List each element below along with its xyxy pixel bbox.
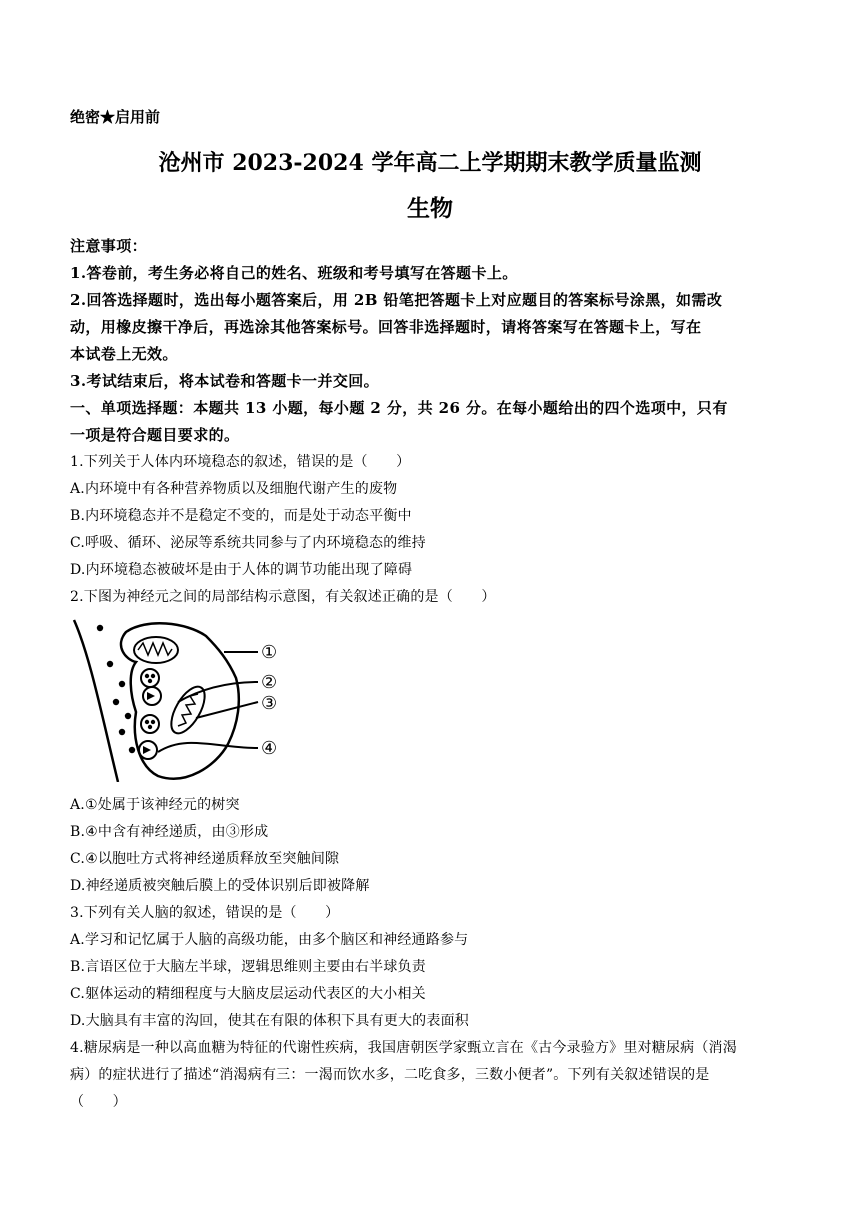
neurotransmitter-dot xyxy=(129,747,135,753)
question-2-option-d: D.神经递质被突触后膜上的受体识别后即被降解 xyxy=(70,878,370,894)
synaptic-vesicle xyxy=(141,669,159,687)
neurotransmitter-dot xyxy=(97,625,103,631)
question-4-stem-cont: 病）的症状进行了描述“消渴病有三：一渴而饮水多，二吃食多，三数小便者”。下列有关叙述错误的是 xyxy=(70,1067,710,1083)
section-heading-cont: 一项是符合题目要求的。 xyxy=(70,426,240,444)
question-2-option-a: A.①处属于该神经元的树突 xyxy=(70,797,240,813)
notice-heading: 注意事项： xyxy=(70,237,148,255)
notice-item: 1.答卷前，考生务必将自己的姓名、班级和考号填写在答题卡上。 xyxy=(70,264,518,282)
question-1-stem: 1.下列关于人体内环境稳态的叙述，错误的是（ ） xyxy=(70,454,411,470)
pointer-line-2 xyxy=(178,682,258,702)
question-3-option-c: C.躯体运动的精细程度与大脑皮层运动代表区的大小相关 xyxy=(70,986,426,1002)
neurotransmitter-dot xyxy=(107,661,113,667)
neurotransmitter-dot xyxy=(125,713,131,719)
question-2-option-b: B.④中含有神经递质，由③形成 xyxy=(70,824,269,840)
synaptic-vesicle xyxy=(141,715,159,733)
question-1-option-d: D.内环境稳态被破坏是由于人体的调节功能出现了障碍 xyxy=(70,562,413,578)
question-3-option-b: B.言语区位于大脑左半球，逻辑思维则主要由右半球负责 xyxy=(70,959,426,975)
question-1-option-c: C.呼吸、循环、泌尿等系统共同参与了内环境稳态的维持 xyxy=(70,535,426,551)
question-1-option-b: B.内环境稳态并不是稳定不变的，而是处于动态平衡中 xyxy=(70,508,412,524)
figure-label-2: ② xyxy=(261,672,278,693)
confidential-mark: 绝密★启用前 xyxy=(70,108,161,126)
neurotransmitter-dot xyxy=(119,681,125,687)
question-4-stem: 4.糖尿病是一种以高血糖为特征的代谢性疾病，我国唐朝医学家甄立言在《古今录验方》里对糖尿病（消渴 xyxy=(70,1040,737,1056)
question-3-option-a: A.学习和记忆属于人脑的高级功能，由多个脑区和神经通路参与 xyxy=(70,932,469,948)
synapse-diagram xyxy=(66,616,290,782)
pointer-line-4 xyxy=(158,743,258,752)
subject-title: 生物 xyxy=(407,195,453,222)
question-3-stem: 3.下列有关人脑的叙述，错误的是（ ） xyxy=(70,905,340,921)
notice-item: 动，用橡皮擦干净后，再选涂其他答案标号。回答非选择题时，请将答案写在答题卡上，写在 xyxy=(70,318,702,336)
presynaptic-membrane xyxy=(74,620,118,782)
figure-label-4: ④ xyxy=(261,738,278,759)
neurotransmitter-dot xyxy=(113,699,119,705)
question-4-stem-paren: （ ） xyxy=(70,1094,127,1110)
pointer-line-3 xyxy=(196,702,258,718)
question-3-option-d: D.大脑具有丰富的沟回，使其在有限的体积下具有更大的表面积 xyxy=(70,1013,469,1029)
figure-label-1: ① xyxy=(261,642,278,663)
question-2-stem: 2.下图为神经元之间的局部结构示意图，有关叙述正确的是（ ） xyxy=(70,589,496,605)
figure-label-3: ③ xyxy=(261,693,278,714)
section-heading: 一、单项选择题：本题共 13 小题，每小题 2 分，共 26 分。在每小题给出的四个选项中，只有 xyxy=(70,399,728,417)
question-2-option-c: C.④以胞吐方式将神经递质释放至突触间隙 xyxy=(70,851,340,867)
question-1-option-a: A.内环境中有各种营养物质以及细胞代谢产生的废物 xyxy=(70,481,398,497)
exam-title: 沧州市 2023-2024 学年高二上学期期末教学质量监测 xyxy=(158,150,702,176)
notice-item: 本试卷上无效。 xyxy=(70,345,178,363)
notice-item: 3.考试结束后，将本试卷和答题卡一并交回。 xyxy=(70,372,380,390)
neurotransmitter-dot xyxy=(119,729,125,735)
notice-item: 2.回答选择题时，选出每小题答案后，用 2B 铅笔把答题卡上对应题目的答案标号涂黑，如需改 xyxy=(70,291,723,309)
